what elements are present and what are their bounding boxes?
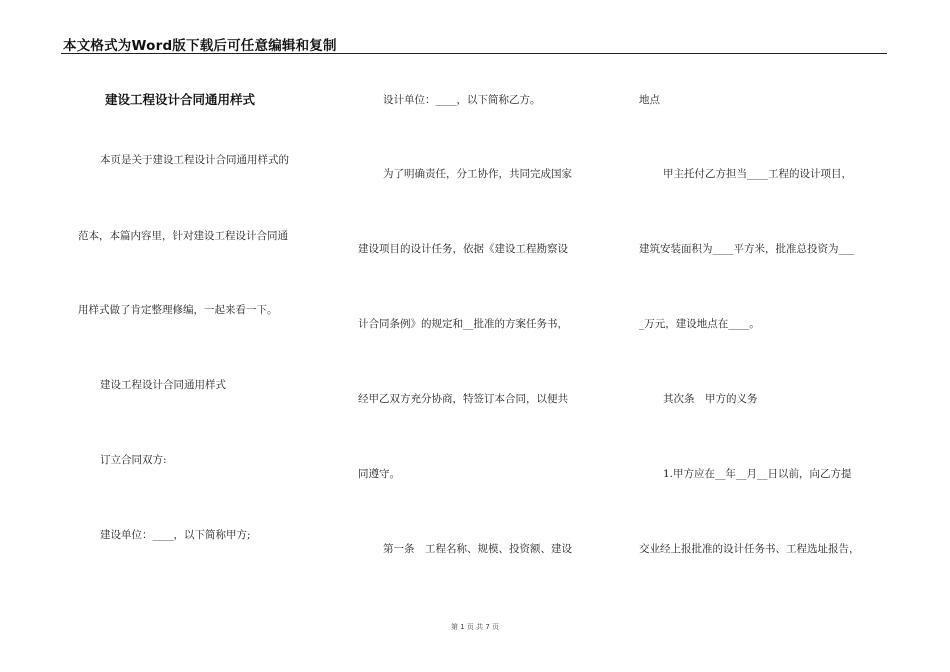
section-heading: 其次条 甲方的义务 — [663, 393, 758, 405]
paragraph-line: 建设工程设计合同通用样式 — [100, 379, 226, 391]
paragraph-line: 计合同条例》的规定和__批准的方案任务书， — [358, 318, 568, 330]
paragraph-line: 1.甲方应在__年__月__日以前，向乙方提 — [663, 468, 852, 480]
paragraph-line: 甲主托付乙方担当____工程的设计项目， — [663, 168, 852, 180]
header-divider — [61, 53, 887, 54]
paragraph-line: 交业经上报批准的设计任务书、工程选址报告， — [639, 543, 860, 555]
paragraph-line: 设计单位：____，以下简称乙方。 — [383, 94, 541, 106]
paragraph-line: 地点 — [639, 94, 660, 106]
paragraph-line: 用样式做了肯定整理修编，一起来看一下。 — [78, 304, 278, 316]
document-title: 建设工程设计合同通用样式 — [105, 92, 256, 107]
paragraph-line: 同遵守。 — [358, 468, 400, 480]
paragraph-line: _万元，建设地点在____。 — [639, 318, 760, 330]
paragraph-line: 第一条 工程名称、规模、投资额、建设 — [383, 543, 572, 555]
paragraph-line: 为了明确责任，分工协作，共同完成国家 — [383, 168, 572, 180]
paragraph-line: 订立合同双方: — [100, 454, 167, 466]
paragraph-line: 经甲乙双方充分协商，特签订本合同，以便共 — [358, 393, 568, 405]
page-number-footer: 第 1 页 共 7 页 — [450, 623, 500, 631]
paragraph-line: 范本，本篇内容里，针对建设工程设计合同通 — [78, 230, 288, 242]
document-header-title: 本文格式为Word版下载后可任意编辑和复制 — [63, 38, 337, 54]
paragraph-line: 建筑安装面积为____平方米，批准总投资为___ — [639, 243, 855, 255]
paragraph-line: 本页是关于建设工程设计合同通用样式的 — [100, 154, 289, 166]
paragraph-line: 建设单位：____，以下简称甲方; — [100, 529, 251, 541]
paragraph-line: 建设项目的设计任务，依据《建设工程勘察设 — [358, 243, 568, 255]
